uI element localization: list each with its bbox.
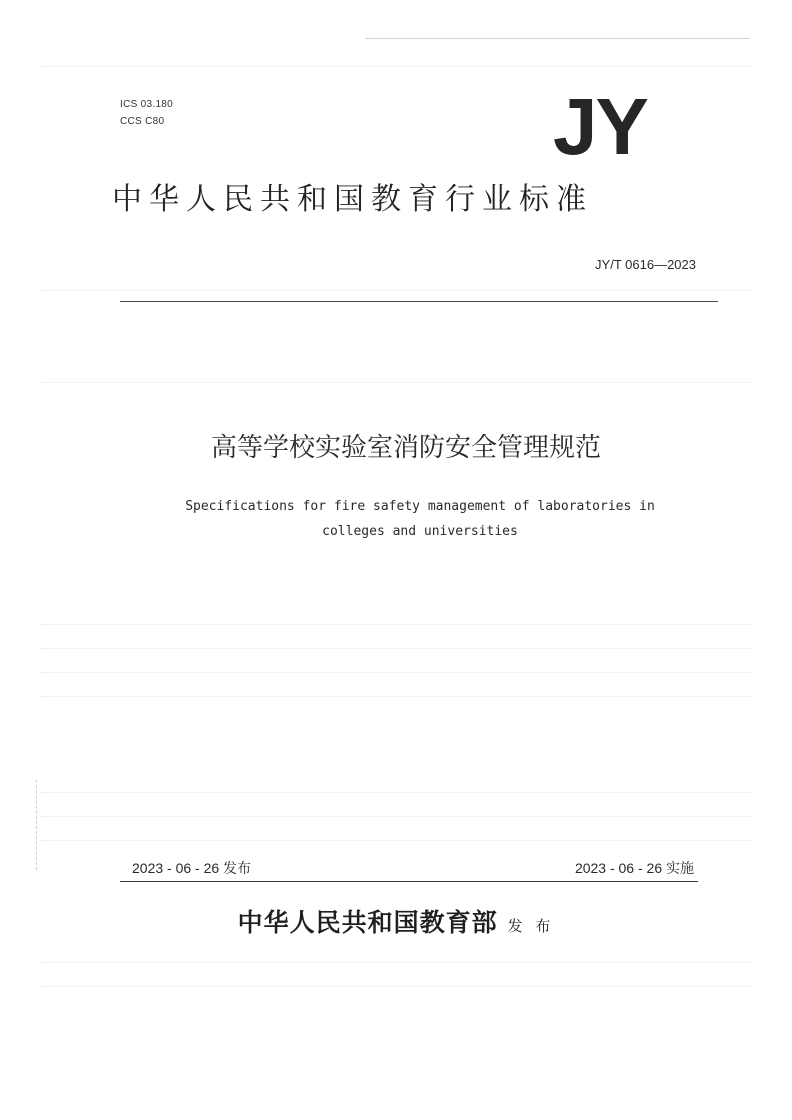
- scan-artifact-line: [40, 672, 752, 673]
- header-divider: [120, 301, 718, 302]
- scan-artifact-line: [40, 648, 752, 649]
- jy-logo: JY: [553, 82, 647, 171]
- footer-divider: [120, 881, 698, 882]
- ics-code: ICS 03.180: [120, 99, 174, 110]
- standard-category-title: 中华人民共和国教育行业标准: [112, 182, 593, 217]
- scan-artifact-line: [365, 38, 750, 39]
- scan-artifact-line: [40, 962, 752, 963]
- standard-number: JY/T 0616—2023: [595, 257, 696, 272]
- english-title-line-1: Specifications for fire safety management of laboratories in: [185, 499, 655, 514]
- scan-artifact-line: [40, 840, 752, 841]
- document-title-chinese: 高等学校实验室消防安全管理规范: [210, 433, 601, 463]
- issue-date: 2023 - 06 - 26 发布: [132, 860, 252, 876]
- scan-edge-marks: [36, 780, 39, 870]
- scan-artifact-line: [40, 66, 752, 67]
- scan-artifact-line: [40, 290, 752, 291]
- classification-codes: [120, 96, 173, 130]
- english-title-line-2: colleges and universities: [322, 524, 518, 539]
- scan-artifact-line: [40, 816, 752, 817]
- publisher-action: 发 布: [507, 917, 555, 935]
- publisher-name: 中华人民共和国教育部: [237, 908, 498, 937]
- scan-artifact-line: [40, 624, 752, 625]
- scan-artifact-line: [40, 382, 752, 383]
- scan-artifact-line: [40, 986, 752, 987]
- scan-artifact-line: [40, 696, 752, 697]
- implementation-date: 2023 - 06 - 26 实施: [574, 860, 694, 876]
- ccs-code: CCS C80: [120, 116, 165, 127]
- document-title-english: [120, 494, 720, 544]
- publisher-line: [0, 903, 792, 946]
- scan-artifact-line: [40, 792, 752, 793]
